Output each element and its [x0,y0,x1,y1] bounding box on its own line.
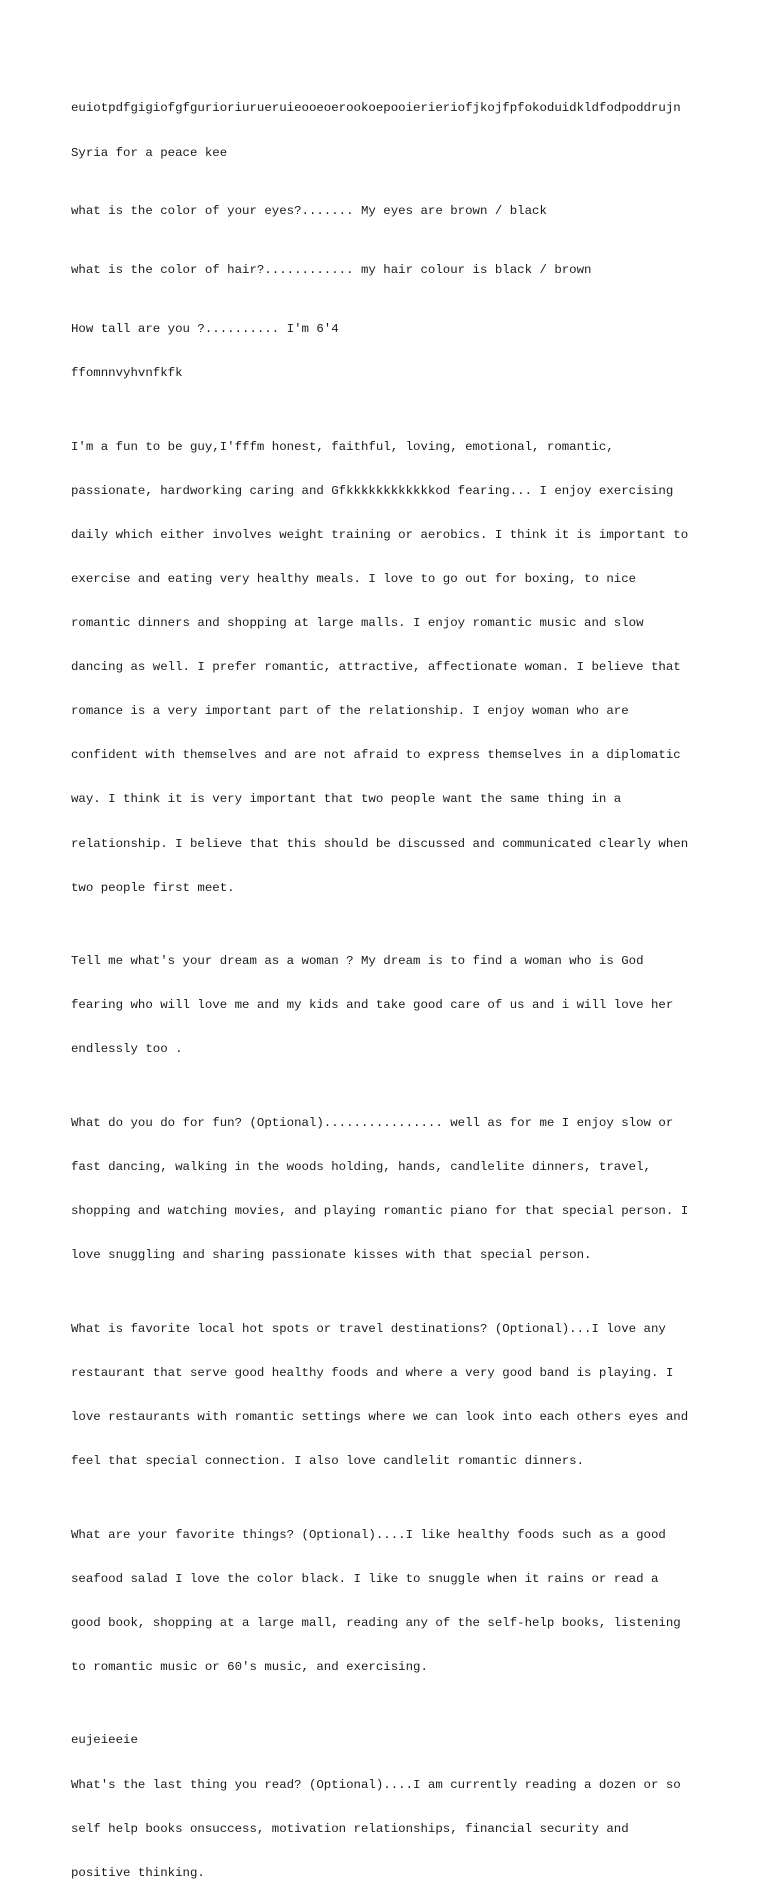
favorites-line: good book, shopping at a large mall, reading any of the self-help books, listening [71,1615,681,1630]
about-line: I'm a fun to be guy,I'fffm honest, faithful, loving, emotional, romantic, [71,439,614,454]
dream-line: endlessly too . [71,1042,183,1057]
about-line: confident with themselves and are not afraid to express themselves in a diplomatic [71,748,681,763]
favorites-line: seafood salad I love the color black. I like to snuggle when it rains or read a [71,1571,659,1586]
about-line: relationship. I believe that this should be discussed and communicated clearly when [71,836,689,851]
about-line: romance is a very important part of the relationship. I enjoy woman who are [71,704,629,719]
header-line: euiotpdfgigiofgfgurioriurueruieooeoerookoepooierieriofjkojfpfokoduidkldfodpoddrujn [71,101,681,116]
fun-line: shopping and watching movies, and playing romantic piano for that special person. I [71,1204,689,1219]
spots-line: love restaurants with romantic settings where we can look into each others eyes and [71,1409,689,1424]
spots-line: restaurant that serve good healthy foods and where a very good band is playing. I [71,1365,674,1380]
hair-question: what is the color of hair?............ my hair colour is black / brown [71,263,592,278]
document-page [71,72,711,1895]
about-line: romantic dinners and shopping at large malls. I enjoy romantic music and slow [71,616,644,631]
dream-line: Tell me what's your dream as a woman ? My dream is to find a woman who is God [71,954,644,969]
about-line: passionate, hardworking caring and Gfkkkkkkkkkkkkod fearing... I enjoy exercising [71,483,674,498]
eyes-question: what is the color of your eyes?....... My eyes are brown / black [71,204,547,219]
about-line: exercise and eating very healthy meals. I love to go out for boxing, to nice [71,571,637,586]
favorites-line: to romantic music or 60's music, and exercising. [71,1659,428,1674]
fun-line: What do you do for fun? (Optional)................ well as for me I enjoy slow or [71,1115,674,1130]
read-note: eujeieeie [71,1733,138,1748]
spots-line: feel that special connection. I also love candlelit romantic dinners. [71,1454,585,1469]
about-line: two people first meet. [71,880,235,895]
spots-line: What is favorite local hot spots or travel destinations? (Optional)...I love any [71,1321,666,1336]
height-note: ffomnnvyhvnfkfk [71,366,183,381]
read-line: What's the last thing you read? (Optional)....I am currently reading a dozen or so [71,1777,681,1792]
read-line: self help books onsuccess, motivation relationships, financial security and [71,1821,629,1836]
fun-line: love snuggling and sharing passionate kisses with that special person. [71,1248,592,1263]
favorites-line: What are your favorite things? (Optional)....I like healthy foods such as a good [71,1527,666,1542]
dream-line: fearing who will love me and my kids and take good care of us and i will love her [71,998,674,1013]
about-line: way. I think it is very important that two people want the same thing in a [71,792,622,807]
about-line: dancing as well. I prefer romantic, attractive, affectionate woman. I believe that [71,660,681,675]
height-question: How tall are you ?.......... I'm 6'4 [71,321,339,336]
about-line: daily which either involves weight training or aerobics. I think it is important to [71,527,689,542]
fun-line: fast dancing, walking in the woods holding, hands, candlelite dinners, travel, [71,1160,651,1175]
read-line: positive thinking. [71,1865,205,1880]
header-line: Syria for a peace kee [71,145,228,160]
